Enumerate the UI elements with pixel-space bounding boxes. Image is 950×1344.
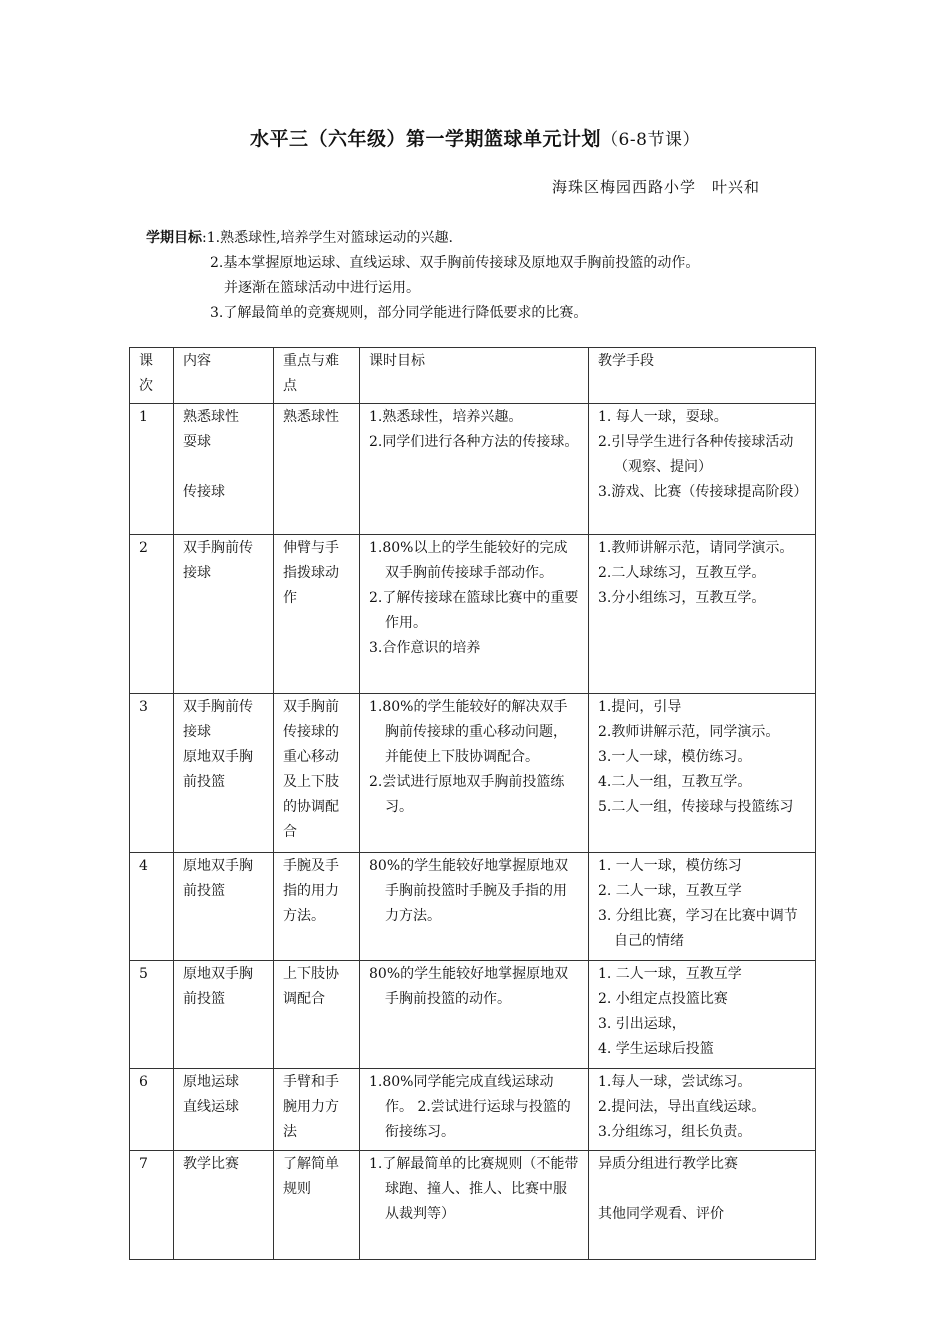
cell-line: 2.引导学生进行各种传接球活动（观察、提问） <box>598 434 794 475</box>
lesson-number-cell: 6 <box>130 1069 174 1151</box>
cell-line: 1. 二人一球，互教互学 <box>598 966 742 982</box>
content-cell <box>174 1151 274 1260</box>
lesson-number-cell: 5 <box>130 961 174 1069</box>
cell-line: 1.熟悉球性，培养兴趣。 <box>369 409 523 425</box>
key-point-cell: 手腕及手指的用力方法。 <box>274 853 360 961</box>
cell-line: 3.分组练习，组长负责。 <box>598 1124 752 1140</box>
key-point-cell: 伸臂与手指拨球动作 <box>274 535 360 694</box>
objective-cell <box>360 404 589 535</box>
cell-line: 其他同学观看、评价 <box>598 1206 724 1222</box>
table-header-row <box>130 348 816 404</box>
cell-line: 80%的学生能较好地掌握原地双手胸前投篮时手腕及手指的用力方法。 <box>369 858 569 924</box>
table-row <box>130 1069 816 1151</box>
goal-line-2: 2.基本掌握原地运球、直线运球、双手胸前传接球及原地双手胸前投篮的动作。 <box>210 255 700 271</box>
cell-line: 2. 二人一球，互教互学 <box>598 883 742 899</box>
cell-line: 原地双手胸前投篮 <box>183 858 253 899</box>
content-cell <box>174 535 274 694</box>
table-row <box>130 961 816 1069</box>
table-row <box>130 404 816 535</box>
cell-line: 教学比赛 <box>183 1156 239 1172</box>
table-row <box>130 853 816 961</box>
cell-line: 3.游戏、比赛（传接球提高阶段） <box>598 484 808 500</box>
cell-line: 原地运球 <box>183 1074 239 1090</box>
cell-line: 4. 学生运球后投篮 <box>598 1041 714 1057</box>
goals-label: 学期目标 <box>146 230 202 246</box>
lesson-number-cell: 3 <box>130 694 174 853</box>
cell-line: 2.了解传接球在篮球比赛中的重要作用。 <box>369 590 579 631</box>
content-cell <box>174 853 274 961</box>
document-title: 水平三（六年级）第一学期篮球单元计划（6-8节课） <box>250 128 700 150</box>
cell-line: 2.教师讲解示范，同学演示。 <box>598 724 780 740</box>
cell-line: 3. 分组比赛，学习在比赛中调节自己的情绪 <box>598 908 798 949</box>
cell-line: 双手胸前传接球 <box>183 699 253 740</box>
key-point-cell: 了解简单规则 <box>274 1151 360 1260</box>
unit-plan-table <box>129 347 816 1260</box>
key-point-cell: 上下肢协调配合 <box>274 961 360 1069</box>
methods-cell <box>589 1151 816 1260</box>
cell-line: 1.每人一球，尝试练习。 <box>598 1074 752 1090</box>
cell-line: 1.教师讲解示范，请同学演示。 <box>598 540 794 556</box>
key-point-cell: 双手胸前传接球的重心移动及上下肢的协调配合 <box>274 694 360 853</box>
cell-line: 1. 每人一球，耍球。 <box>598 409 728 425</box>
header-methods: 教学手段 <box>589 348 816 404</box>
cell-line: 耍球 <box>183 434 211 450</box>
methods-cell <box>589 535 816 694</box>
goal-line-1: 学期目标:1.熟悉球性,培养学生对篮球运动的兴趣. <box>146 230 453 246</box>
table-row <box>130 535 816 694</box>
cell-line: 双手胸前传接球 <box>183 540 253 581</box>
cell-line: 2. 小组定点投篮比赛 <box>598 991 728 1007</box>
objective-cell <box>360 694 589 853</box>
cell-line: 2.同学们进行各种方法的传接球。 <box>369 434 579 450</box>
content-cell <box>174 404 274 535</box>
cell-line: 2.二人球练习，互教互学。 <box>598 565 766 581</box>
methods-cell <box>589 404 816 535</box>
objective-cell <box>360 535 589 694</box>
cell-line: 1.提问，引导 <box>598 699 682 715</box>
cell-line: 1.80%的学生能较好的解决双手胸前传接球的重心移动问题，并能使上下肢协调配合。 <box>369 699 568 765</box>
cell-line: 2.尝试进行原地双手胸前投篮练习。 <box>369 774 565 815</box>
cell-line: 2.提问法，导出直线运球。 <box>598 1099 766 1115</box>
cell-line: 原地双手胸前投篮 <box>183 749 253 790</box>
cell-line: 熟悉球性 <box>183 409 239 425</box>
header-objective: 课时目标 <box>360 348 589 404</box>
table-row <box>130 694 816 853</box>
cell-line: 1. 一人一球，模仿练习 <box>598 858 742 874</box>
header-key-points: 重点与难点 <box>274 348 360 404</box>
blank-line <box>598 1177 806 1202</box>
methods-cell <box>589 694 816 853</box>
cell-line: 3.分小组练习，互教互学。 <box>598 590 766 606</box>
semester-goals <box>146 226 699 326</box>
cell-line: 5.二人一组，传接球与投篮练习 <box>598 799 794 815</box>
cell-line: 3.一人一球，模仿练习。 <box>598 749 752 765</box>
cell-line: 原地双手胸前投篮 <box>183 966 253 1007</box>
cell-line: 直线运球 <box>183 1099 239 1115</box>
header-lesson: 课次 <box>130 348 174 404</box>
objective-cell <box>360 1151 589 1260</box>
author-line: 海珠区梅园西路小学 叶兴和 <box>551 178 760 196</box>
cell-line: 3.合作意识的培养 <box>369 640 481 656</box>
key-point-cell: 熟悉球性 <box>274 404 360 535</box>
cell-line: 1.80%同学能完成直线运球动作。 2.尝试进行运球与投篮的衔接练习。 <box>369 1074 571 1140</box>
cell-line: 4.二人一组，互教互学。 <box>598 774 752 790</box>
methods-cell <box>589 961 816 1069</box>
content-cell <box>174 694 274 853</box>
lesson-number-cell: 1 <box>130 404 174 535</box>
blank-line <box>183 455 264 480</box>
key-point-cell: 手臂和手腕用力方法 <box>274 1069 360 1151</box>
methods-cell <box>589 853 816 961</box>
cell-line: 异质分组进行教学比赛 <box>598 1156 738 1172</box>
cell-line: 1.80%以上的学生能较好的完成双手胸前传接球手部动作。 <box>369 540 568 581</box>
content-cell <box>174 961 274 1069</box>
methods-cell <box>589 1069 816 1151</box>
objective-cell <box>360 1069 589 1151</box>
objective-cell <box>360 961 589 1069</box>
lesson-number-cell: 4 <box>130 853 174 961</box>
lesson-number-cell: 2 <box>130 535 174 694</box>
table-row <box>130 1151 816 1260</box>
header-content: 内容 <box>174 348 274 404</box>
goal-line-4: 3.了解最简单的竞赛规则，部分同学能进行降低要求的比赛。 <box>210 305 588 321</box>
cell-line: 传接球 <box>183 484 225 500</box>
content-cell <box>174 1069 274 1151</box>
cell-line: 1.了解最简单的比赛规则（不能带球跑、撞人、推人、比赛中服从裁判等） <box>369 1156 579 1222</box>
lesson-number-cell: 7 <box>130 1151 174 1260</box>
goal-line-3: 并逐渐在篮球活动中进行运用。 <box>224 280 420 296</box>
cell-line: 80%的学生能较好地掌握原地双手胸前投篮的动作。 <box>369 966 569 1007</box>
title-suffix: （6-8节课） <box>601 130 700 150</box>
cell-line: 3. 引出运球， <box>598 1016 686 1032</box>
objective-cell <box>360 853 589 961</box>
